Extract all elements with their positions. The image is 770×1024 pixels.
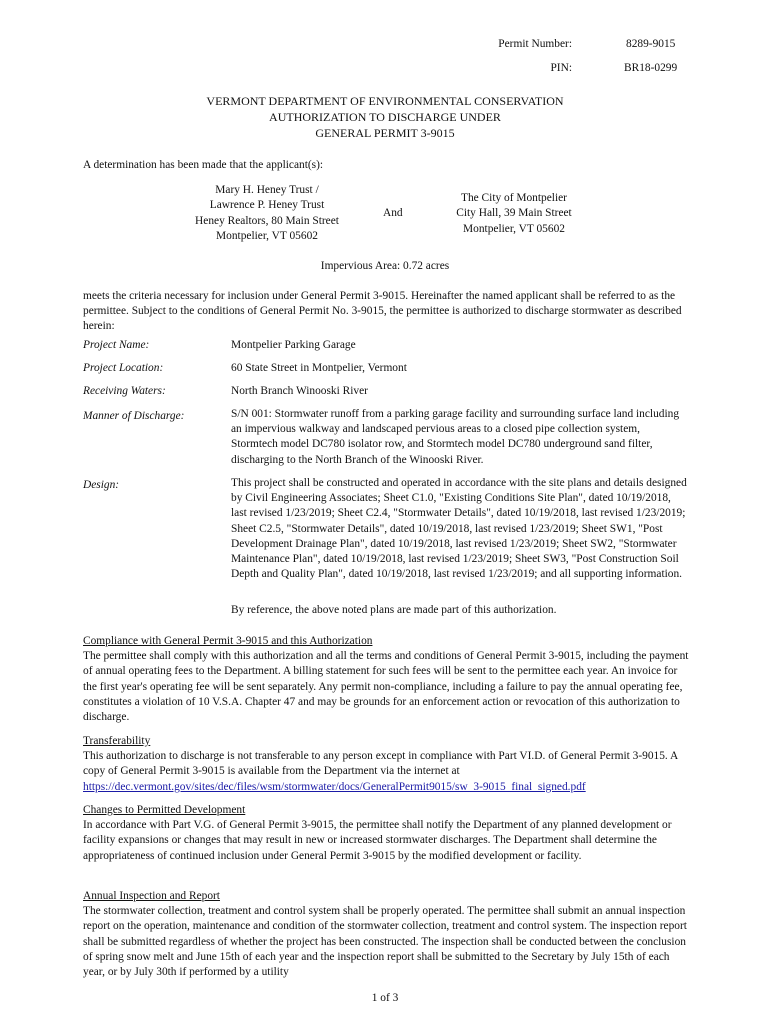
section-body: This authorization to discharge is not transferable to any person except in compliance with Part VI.D. of General Permit 3-9015. A copy of General Permit 3-9015 is available from the Department via the internet at bbox=[83, 750, 678, 778]
section-body: In accordance with Part V.G. of General Permit 3-9015, the permittee shall notify the Department of any planned development or facility expansions or changes that may result in new or increased stormwater discharges. The Department shall determine the appropriateness of continued inclusion under General Permit 3-9015 by the modified development or facility. bbox=[83, 819, 672, 862]
section-heading: Compliance with General Permit 3-9015 and this Authorization bbox=[83, 635, 373, 647]
intro-text: A determination has been made that the applicant(s): bbox=[83, 159, 324, 171]
field-label: Manner of Discharge: bbox=[83, 410, 185, 422]
field-label: Design: bbox=[83, 479, 120, 491]
section-heading: Changes to Permitted Development bbox=[83, 804, 246, 816]
applicant-a-line: Heney Realtors, 80 Main Street bbox=[195, 214, 339, 227]
field-value: This project shall be constructed and operated in accordance with the site plans and details designed by Civil Engineering Associates; Sheet C1.0, "Existing Conditions Site Plan", dated 10/19/2018, last revised 1/23/2019; Sheet C2.4, "Stormwater Details", dated 10/19/2018, last revised 1/23/2019; Sheet C2.5, "Stormwater Details", dated 10/19/2018, last revised 1/23/2019; Sheet SW1, "Post Development Drainage Plan", dated 10/19/2018, last revised 1/23/2019; Sheet SW2, "Stormwater Maintenance Plan", dated 10/19/2018, last revised 1/23/2019; Sheet SW3, "Post Construction Soil Depth and Quality Plan", dated 10/19/2018, last revised 1/23/2019; and all supporting information. bbox=[231, 477, 687, 581]
section-body: The stormwater collection, treatment and control system shall be properly operated. The permittee shall submit an annual inspection report on the operation, maintenance and condition of the stormwater collection, treatment and control system. The inspection report shall be submitted regardless of whether the project has been constructed. The inspection shall be conducted between the conclusion of spring snow melt and June 15th of each year and the inspection report shall be submitted to the Secretary by July 15th of each year, or by July 30th if performed by a utility bbox=[83, 905, 687, 979]
document-title bbox=[0, 94, 770, 141]
criteria-paragraph: meets the criteria necessary for inclusion under General Permit 3-9015. Hereinafter the named applicant shall be referred to as the permittee. Subject to the conditions of General Permit No. 3-9015, the permittee is authorized to discharge stormwater as described herein: bbox=[83, 290, 682, 333]
field-label: Receiving Waters: bbox=[83, 385, 166, 397]
field-label: Project Name: bbox=[83, 339, 150, 351]
section-changes bbox=[83, 803, 689, 864]
page-number: 1 of 3 bbox=[371, 992, 399, 1004]
permit-number-label: Permit Number: bbox=[498, 38, 572, 50]
title-line-2: AUTHORIZATION TO DISCHARGE UNDER bbox=[269, 109, 501, 124]
field-value: S/N 001: Stormwater runoff from a parking garage facility and surrounding surface land including an impervious walkway and landscaped pervious areas to a closed pipe collection system, Stormtech model DC780 isolator row, and Stormtech model DC780 underground sand filter, discharging to the North Branch of the Winooski River. bbox=[231, 408, 680, 466]
section-body: The permittee shall comply with this authorization and all the terms and conditions of General Permit 3-9015, including the payment of annual operating fees to the Department. A billing statement for such fees will be sent to the permittee each year. An invoice for the first year's operating fee will be sent separately. Any permit non-compliance, including a failure to pay the annual operating fee, constitutes a violation of 10 V.S.A. Chapter 47 and may be grounds for an enforcement action or revocation of this authorization to discharge. bbox=[83, 650, 689, 724]
applicant-conjunction: And bbox=[383, 207, 403, 219]
title-line-3: GENERAL PERMIT 3-9015 bbox=[315, 125, 455, 140]
reference-text: By reference, the above noted plans are made part of this authorization. bbox=[231, 604, 557, 616]
applicant-b-line: City Hall, 39 Main Street bbox=[456, 207, 572, 220]
applicant-a-line: Mary H. Heney Trust / bbox=[215, 184, 319, 196]
section-transferability bbox=[83, 734, 689, 795]
applicant-b-line: Montpelier, VT 05602 bbox=[463, 222, 565, 235]
field-value: 60 State Street in Montpelier, Vermont bbox=[231, 362, 407, 374]
impervious-area: Impervious Area: 0.72 acres bbox=[320, 260, 450, 272]
applicant-a-line: Montpelier, VT 05602 bbox=[216, 230, 318, 243]
section-heading: Transferability bbox=[83, 735, 151, 747]
section-heading: Annual Inspection and Report bbox=[83, 890, 220, 902]
title-line-1: VERMONT DEPARTMENT OF ENVIRONMENTAL CONSERVATION bbox=[206, 94, 564, 108]
applicant-a-line: Lawrence P. Heney Trust bbox=[209, 199, 325, 212]
applicant-city-montpelier bbox=[440, 191, 588, 237]
applicant-heney bbox=[178, 183, 356, 245]
section-annual-inspection bbox=[83, 889, 689, 980]
field-value: Montpelier Parking Garage bbox=[231, 339, 356, 351]
pin-value: BR18-0299 bbox=[624, 62, 678, 74]
pin-label: PIN: bbox=[550, 62, 572, 74]
applicant-b-line: The City of Montpelier bbox=[461, 192, 567, 204]
field-value: North Branch Winooski River bbox=[231, 385, 368, 397]
section-compliance bbox=[83, 634, 689, 725]
permit-number-value: 8289-9015 bbox=[626, 38, 676, 50]
field-label: Project Location: bbox=[83, 362, 164, 374]
general-permit-link[interactable]: https://dec.vermont.gov/sites/dec/files/wsm/stormwater/docs/GeneralPermit9015/sw_3-9015_final_signed.pdf bbox=[83, 780, 586, 793]
